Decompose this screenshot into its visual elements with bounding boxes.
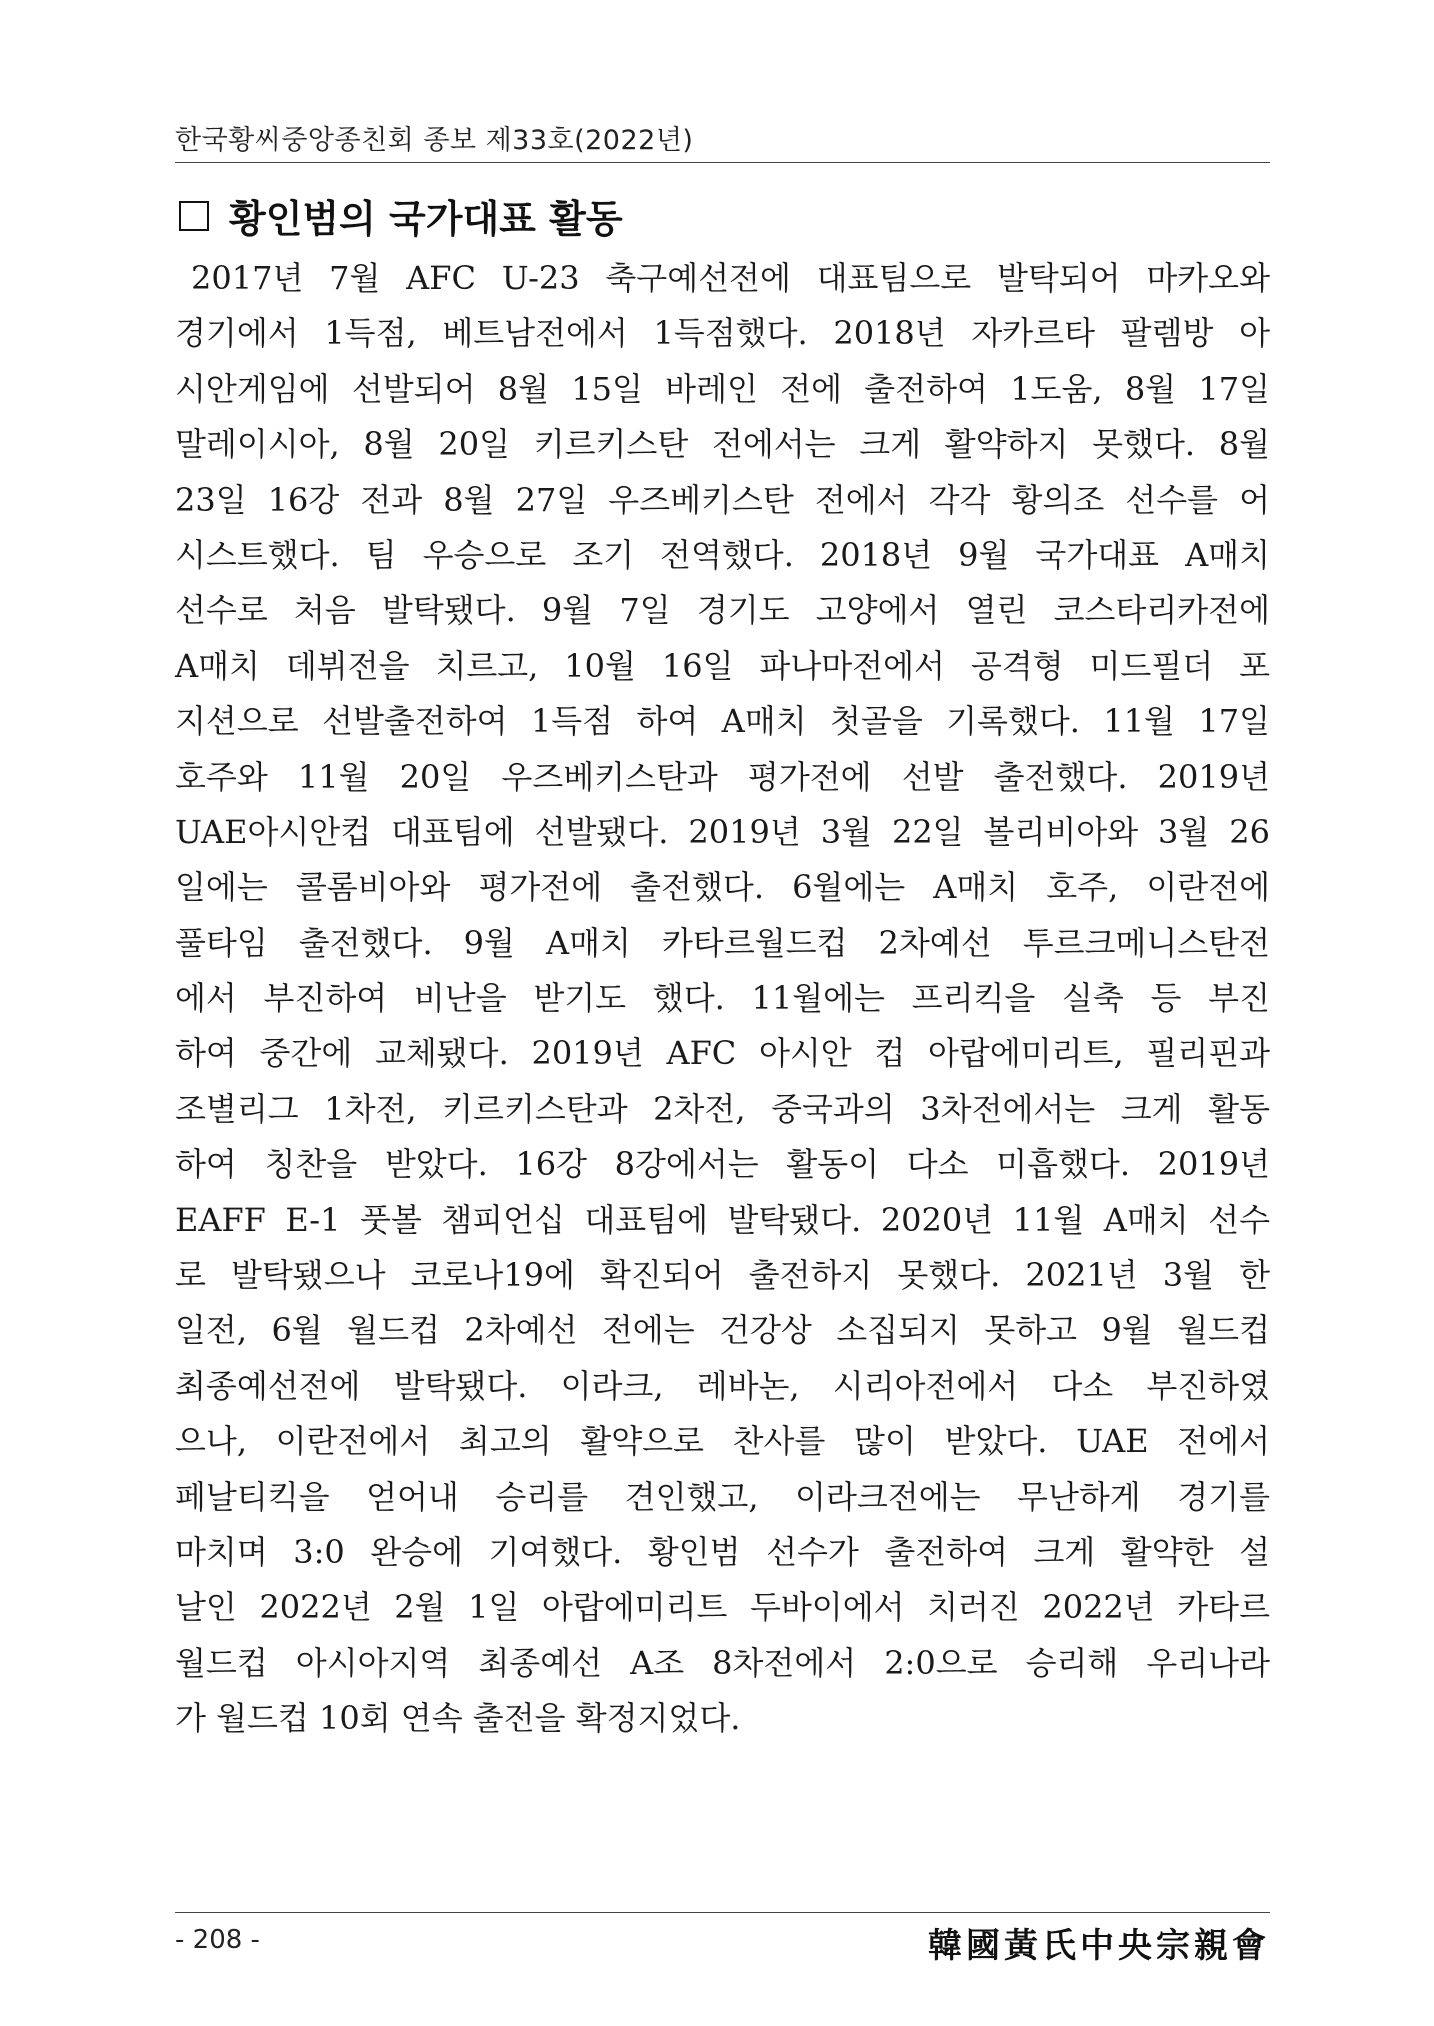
body-line: 시스트했다. 팀 우승으로 조기 전역했다. 2018년 9월 국가대표 A매치: [175, 535, 1270, 574]
page-number: - 208 -: [175, 1925, 260, 1955]
header-divider: [175, 162, 1270, 163]
body-line: 일전, 6월 월드컵 2차예선 전에는 건강상 소집되지 못하고 9월 월드컵: [175, 1311, 1270, 1350]
body-line: 일에는 콜롬비아와 평가전에 출전했다. 6월에는 A매치 호주, 이란전에: [175, 868, 1270, 907]
article-body: [175, 251, 1270, 1747]
running-header: 한국황씨중앙종친회 종보 제33호(2022년): [175, 125, 694, 156]
body-line: 시안게임에 선발되어 8월 15일 바레인 전에 출전하여 1도움, 8월 17일: [175, 369, 1270, 408]
body-line: 지션으로 선발출전하여 1득점 하여 A매치 첫골을 기록했다. 11월 17일: [175, 702, 1270, 741]
body-line: UAE아시안컵 대표팀에 선발됐다. 2019년 3월 22일 볼리비아와 3월 26: [175, 812, 1270, 851]
body-line: 으나, 이란전에서 최고의 활약으로 찬사를 많이 받았다. UAE 전에서: [175, 1422, 1270, 1461]
body-line: 최종예선전에 발탁됐다. 이라크, 레바논, 시리아전에서 다소 부진하였: [175, 1366, 1270, 1405]
body-line: 마치며 3:0 완승에 기여했다. 황인범 선수가 출전하여 크게 활약한 설: [175, 1532, 1270, 1571]
body-line: 2017년 7월 AFC U-23 축구예선전에 대표팀으로 발탁되어 마카오와: [191, 259, 1270, 297]
body-line: 하여 칭찬을 받았다. 16강 8강에서는 활동이 다소 미흡했다. 2019년: [175, 1145, 1270, 1184]
body-line: 에서 부진하여 비난을 받기도 했다. 11월에는 프리킥을 실축 등 부진: [175, 979, 1270, 1018]
square-bullet-icon: [179, 201, 209, 231]
organization-mark: 韓國黃氏中央宗親會: [928, 1926, 1270, 1966]
body-line: 경기에서 1득점, 베트남전에서 1득점했다. 2018년 자카르타 팔렘방 아: [175, 314, 1270, 353]
body-line: EAFF E-1 풋볼 챔피언십 대표팀에 발탁됐다. 2020년 11월 A매치 선수: [175, 1200, 1270, 1239]
body-line: 23일 16강 전과 8월 27일 우즈베키스탄 전에서 각각 황의조 선수를 어: [175, 480, 1270, 519]
body-line: 날인 2022년 2월 1일 아랍에미리트 두바이에서 치러진 2022년 카타르: [175, 1588, 1270, 1627]
body-line: 가 월드컵 10회 연속 출전을 확정지었다.: [175, 1699, 741, 1738]
section-title: [175, 188, 1265, 243]
footer-divider: [175, 1912, 1270, 1913]
body-line: A매치 데뷔전을 치르고, 10월 16일 파나마전에서 공격형 미드필더 포: [175, 646, 1270, 685]
body-line: 호주와 11월 20일 우즈베키스탄과 평가전에 선발 출전했다. 2019년: [175, 757, 1270, 796]
body-line: 하여 중간에 교체됐다. 2019년 AFC 아시안 컵 아랍에미리트, 필리핀과: [175, 1034, 1270, 1073]
body-line: 조별리그 1차전, 키르키스탄과 2차전, 중국과의 3차전에서는 크게 활동: [175, 1089, 1270, 1128]
body-line: 말레이시아, 8월 20일 키르키스탄 전에서는 크게 활약하지 못했다. 8월: [175, 425, 1270, 464]
body-line: 선수로 처음 발탁됐다. 9월 7일 경기도 고양에서 열린 코스타리카전에: [175, 591, 1270, 630]
section-title-text: 황인범의 국가대표 활동: [229, 197, 623, 241]
body-line: 페날티킥을 얻어내 승리를 견인했고, 이라크전에는 무난하게 경기를: [175, 1477, 1270, 1516]
body-line: 로 발탁됐으나 코로나19에 확진되어 출전하지 못했다. 2021년 3월 한: [175, 1256, 1270, 1295]
body-line: 풀타임 출전했다. 9월 A매치 카타르월드컵 2차예선 투르크메니스탄전: [175, 923, 1270, 962]
body-line: 월드컵 아시아지역 최종예선 A조 8차전에서 2:0으로 승리해 우리나라: [175, 1643, 1270, 1682]
